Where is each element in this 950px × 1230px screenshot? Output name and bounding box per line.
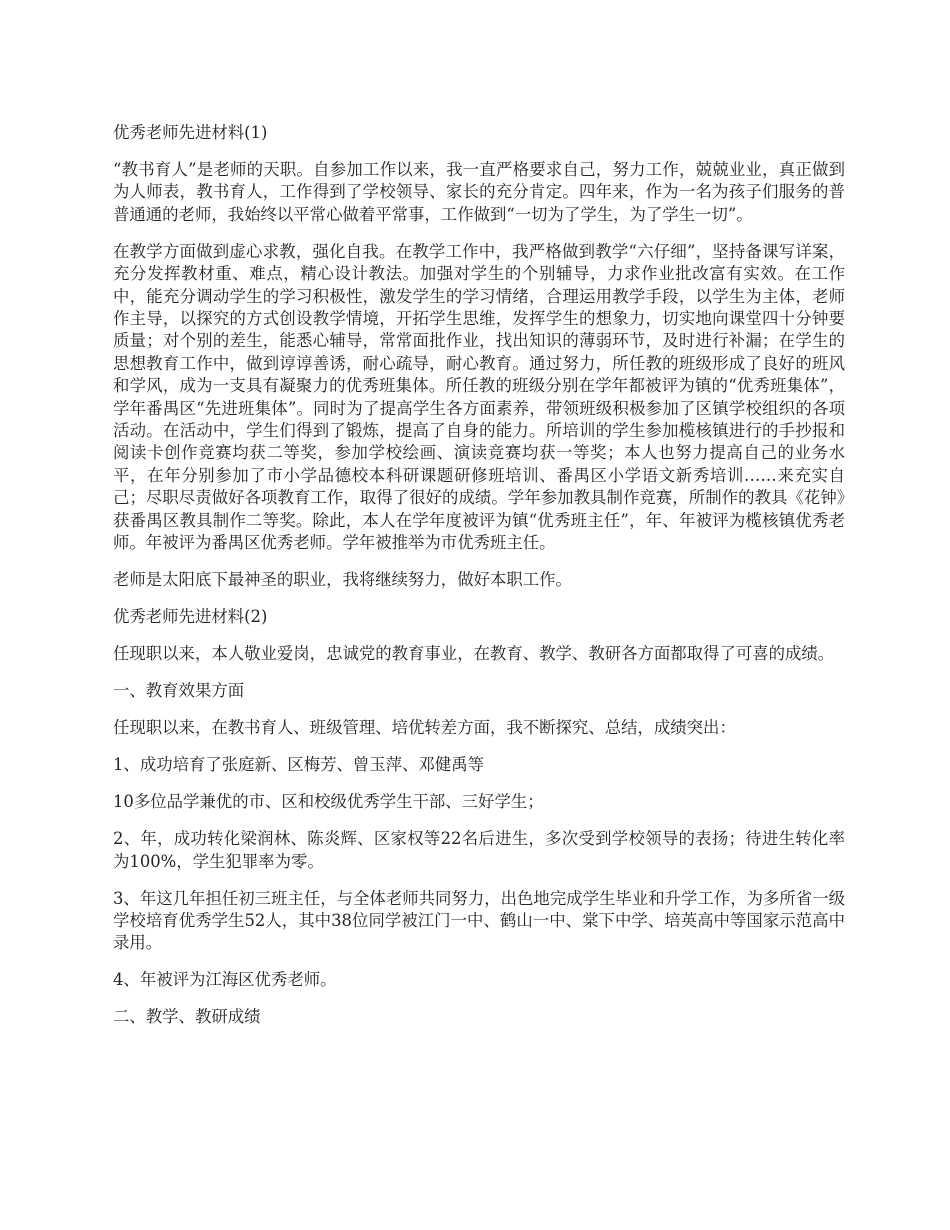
paragraph-teaching: 在教学方面做到虚心求教，强化自我。在教学工作中，我严格做到教学“六仔细”，坚持备课写详案，充分发挥教材重、难点，精心设计教法。加强对学生的个别辅导，力求作业批改富有实效。在工作中，能充分调动学生的学习积极性，激发学生的学习情绪，合理运用教学手段，以学生为主体，老师作主导，以探究的方式创设教学情境，开拓学生思维，发挥学生的想象力，切实地向课堂四十分钟要质量；对个别的差生，能悉心辅导，常常面批作业，找出知识的薄弱环节，及时进行补漏；在学生的思想教育工作中，做到谆谆善诱，耐心疏导，耐心教育。通过努力，所任教的班级形成了良好的班风和学风，成为一支具有凝聚力的优秀班集体。所任教的班级分别在学年都被评为镇的“优秀班集体”，学年番禺区“先进班集体”。同时为了提高学生各方面素养，带领班级积极参加了区镇学校组织的各项活动。在活动中，学生们得到了锻炼，提高了自身的能力。所培训的学生参加榄核镇进行的手抄报和阅读卡创作竞赛均获二等奖，参加学校绘画、演读竞赛均获一等奖；本人也努力提高自己的业务水平，在年分别参加了市小学品德校本科研课题研修班培训、番禺区小学语文新秀培训……来充实自己；尽职尽责做好各项教育工作，取得了很好的成绩。学年参加教具制作竞赛，所制作的教具《花钟》获番禺区教具制作二等奖。除此，本人在学年度被评为镇“优秀班主任”，年、年被评为榄核镇优秀老师。年被评为番禺区优秀老师。学年被推举为市优秀班主任。 (113, 241, 845, 553)
list-item-2: 2、年，成功转化梁润林、陈炎辉、区家权等22名后进生，多次受到学校领导的表扬；待进生转化率为100%，学生犯罪率为零。 (113, 829, 845, 871)
subheading-teaching-research: 二、教学、教研成绩 (113, 1007, 261, 1027)
list-item-1: 1、成功培育了张庭新、区梅芳、曾玉萍、邓健禹等 (113, 755, 485, 775)
list-item-3: 3、年这几年担任初三班主任，与全体老师共同努力，出色地完成学生毕业和升学工作，为多所省一级学校培育优秀学生52人，其中38位同学被江门一中、鹤山一中、棠下中学、培英高中等国家示范高中录用。 (113, 888, 845, 953)
paragraph-overview: 任现职以来，本人敬业爱岗，忠诚党的教育事业，在教育、教学、教研各方面都取得了可喜的成绩。 (113, 644, 835, 664)
document-page (113, 122, 845, 1043)
section-heading-2: 优秀老师先进材料(2) (113, 607, 268, 627)
subheading-education-results: 一、教育效果方面 (113, 681, 245, 701)
paragraph-closing: 老师是太阳底下最神圣的职业，我将继续努力，做好本职工作。 (113, 570, 572, 590)
list-item-1-continued: 10多位品学兼优的市、区和校级优秀学生干部、三好学生； (113, 792, 544, 812)
list-item-4: 4、年被评为江海区优秀老师。 (113, 970, 337, 990)
paragraph-intro: “教书育人”是老师的天职。自参加工作以来，我一直严格要求自己，努力工作，兢兢业业，真正做到为人师表，教书育人，工作得到了学校领导、家长的充分肯定。四年来，作为一名为孩子们服务的普普通通的老师，我始终以平常心做着平常事，工作做到“一切为了学生，为了学生一切”。 (113, 160, 845, 224)
paragraph-summary: 任现职以来，在教书育人、班级管理、培优转差方面，我不断探究、总结，成绩突出： (113, 718, 736, 738)
section-heading-1: 优秀老师先进材料(1) (113, 123, 268, 142)
